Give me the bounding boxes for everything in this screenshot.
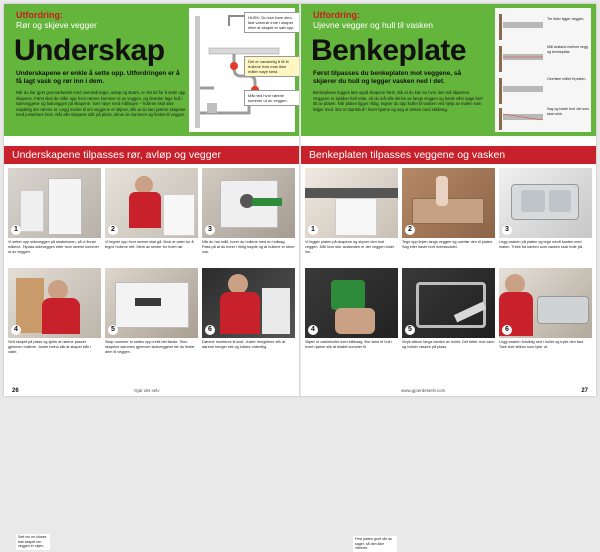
step-caption: Legg vasken forsiktig ned i hullet og trykk den fast. Tørk bort silikon som tyter ut. (499, 340, 585, 349)
step-number-badge: 4 (308, 325, 318, 335)
left-kicker: Utfordring: (16, 10, 63, 20)
step-photo (202, 168, 295, 238)
left-section-banner (4, 146, 299, 164)
step-caption: Vi setter opp sideveggen på skabelonen, så vi finner målene. Tilpass sideveggen etter hvor rørene kommer ut av veggen. (8, 240, 99, 254)
left-body: Når du har gjort grunnarbeidet med vannledninger, avløp og strøm, er det tid for å sette opp skapene. Først skal du måle opp hvor rørene kommer ut av veggen, og deretter lage hull i sideveggene og bakveggen på skapene. Vær nøye med målingen – hullene skal sitte nøyaktig der rørene er. Legg merke til om veggene er skjeve, slik at du kan justere skapene med justerbare bein. Når alle skapene står på plass, skrus de sammen og festes til veggen. (16, 90, 186, 118)
magazine-spread (4, 4, 596, 551)
illus-label-1: Tre lister ligger veggen. (547, 17, 585, 21)
left-footer: Gjør det selv (134, 388, 160, 393)
callout-wall: Mål ned hvor rørene kommer ut av veggen. (244, 90, 300, 106)
right-banner-title: Benkeplaten tilpasses veggene og vasken (309, 149, 506, 161)
step-number-badge: 3 (502, 225, 512, 235)
step-number-badge: 6 (502, 325, 512, 335)
step-photo (305, 168, 398, 238)
left-banner-title: Underskapene tilpasses rør, avløp og vegger (12, 149, 221, 161)
step-photo (305, 268, 398, 338)
left-step-6 (202, 268, 295, 364)
left-title: Underskap (14, 34, 165, 67)
left-header (4, 4, 299, 136)
right-footer: www.gjoerdetselv.com (401, 388, 446, 393)
step-number-badge: 2 (108, 225, 118, 235)
step-number-badge: 4 (11, 325, 21, 335)
step4-tip-tag: Sett inn en klosse bak skapet om veggen er skjev. (16, 534, 50, 550)
left-step-2 (105, 168, 198, 264)
left-kicker-sub: Rør og skjeve vegger (16, 20, 97, 30)
step-photo (499, 268, 592, 338)
right-kicker-sub: Ujevne vegger og hull til vasken (313, 20, 434, 30)
step-caption: Sett skapet på plass og sjekk at rørene passer gjennom hullene. Juster beina slik at skapet står i vater. (8, 340, 91, 354)
step-caption: Skjær ut vaskehullet med stikksag. Bor først et hull i hvert hjørne slik at bladet kommer til. (305, 340, 393, 349)
right-header (301, 4, 596, 136)
left-lead: Underskapene er enkle å sette opp. Utfordringen er å få lagt vask og rør inn i dem. (16, 70, 180, 85)
step-caption: Dørene monteres til slutt. Juster hengslene slik at dørene henger rett og lukkes ordentlig. (202, 340, 286, 349)
right-body: Benkeplaten legges løst oppå skapene først, slik at du kan se hvor den må tilpasses. Veggene er sjelden helt rette, så du må ofte skrive av langs veggen og høvle eller sage bort litt av platen. Når platen ligger riktig, tegner du opp hullet til vasken ved hjelp av malen som følger med. Bor et startshull i hvert hjørne og sag ut resten med stikksag. (313, 90, 483, 112)
step-number-badge: 5 (108, 325, 118, 335)
step-number-badge: 5 (405, 325, 415, 335)
step-number-badge: 1 (308, 225, 318, 235)
left-page-number: 26 (12, 388, 19, 394)
step-caption: Legg vasken på platen og tegn rundt kanten med malen. Trekk fra kanten som vasken skal hvile på. (499, 240, 583, 249)
step-number-badge: 6 (205, 325, 215, 335)
right-page (301, 4, 596, 551)
step-photo (499, 168, 592, 238)
right-page-number: 27 (581, 388, 588, 394)
step-photo (202, 268, 295, 338)
right-step-4 (305, 268, 398, 551)
right-section-banner (301, 146, 596, 164)
step-number-badge: 3 (205, 225, 215, 235)
step-photo (8, 168, 101, 238)
right-lead: Først tilpasses du benkeplaten mot veggene, så skjærer du hull og legger vasken ned i det. (313, 70, 462, 85)
step-photo (105, 268, 198, 338)
step4-tip-tag: Fest platen godt når du sager, så den ikke vibrerer. (353, 536, 397, 552)
right-step-2 (402, 168, 495, 264)
left-page (4, 4, 299, 549)
right-step-3 (499, 168, 592, 264)
step-caption: Vi legger platen på skapene og skyver den mot veggen. Mål hvor stor avstanden er der veggen buler inn. (305, 240, 395, 254)
right-step-6 (499, 268, 592, 364)
step-caption: Tegn opp linjen langs veggen og overfør den til platen. Sag eller høvle bort overskuddet. (402, 240, 494, 249)
step-number-badge: 1 (11, 225, 21, 235)
step-photo (8, 268, 101, 338)
right-title: Benkeplate (311, 34, 467, 67)
left-step-3 (202, 168, 295, 264)
step-photo (105, 168, 198, 238)
step-photo (402, 168, 495, 238)
callout-remember: HUSK: Du kan bare skru fast vannrør inne i skapet etter at skapet er satt opp. (244, 12, 300, 33)
step-caption: Stryk silikon langs kanten av hullet. Det tetter mot vann og holder vasken på plass. (402, 340, 495, 349)
right-kicker: Utfordring: (313, 10, 360, 20)
illus-label-3: Overføre målet til platen. (547, 77, 587, 81)
step-caption: Når du har målt, borer du hullene med en hullsag. Pass på at du borer i riktig høyde og at hullene er store nok. (202, 240, 295, 254)
left-step-5 (105, 268, 198, 364)
right-step-5 (402, 268, 495, 364)
step-caption: Vi tegner opp hvor rørene skal gå. Bruk et vater for å tegne hullene rett. Merk av senter for hvert rør. (105, 240, 194, 249)
step-photo (402, 268, 495, 338)
step-caption: Skap nummer to settes opp inntil det første. Skru skapene sammen gjennom sideveggene før du fester dem til veggen. (105, 340, 195, 354)
step-number-badge: 2 (405, 225, 415, 235)
left-step-1 (8, 168, 101, 264)
illus-label-4: Sag og høvle bort det som skal vekk. (547, 107, 590, 116)
right-step-1 (305, 168, 398, 264)
callout-measure: Det er vanskelig å få til hullene hvis man ikke måler nøye først. (244, 56, 300, 77)
illus-label-2: Mål avstand mellom vegg og benkeplate. (547, 45, 588, 54)
